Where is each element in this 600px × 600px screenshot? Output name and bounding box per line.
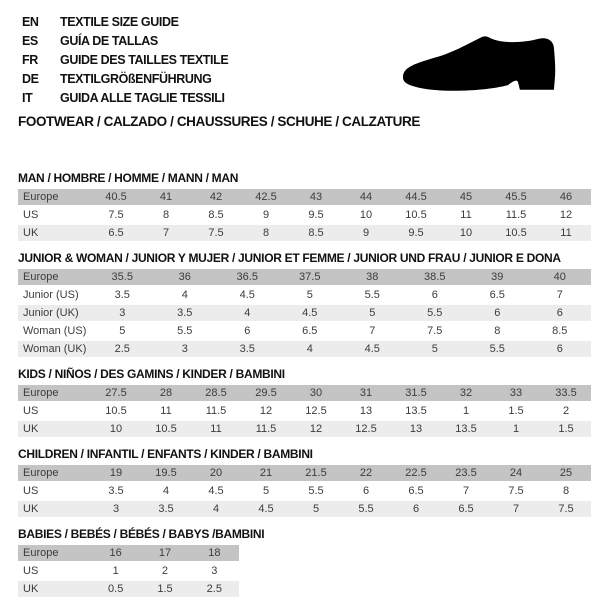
size-row-uk: [18, 224, 591, 242]
size-cell: 36: [154, 269, 217, 286]
size-cell: 5: [241, 482, 291, 500]
size-cell: 6: [529, 304, 592, 322]
size-cell: 6: [391, 500, 441, 518]
size-cell: 5.5: [154, 322, 217, 340]
size-cell: 4.5: [341, 340, 404, 358]
size-cell: 4: [154, 286, 217, 304]
size-row-woman-us: [18, 322, 591, 340]
size-row-europe: [18, 465, 591, 482]
size-cell: 45.5: [491, 189, 541, 206]
size-cell: 38.5: [404, 269, 467, 286]
category-heading: FOOTWEAR / CALZADO / CHAUSSURES / SCHUHE / CALZATURE: [18, 114, 420, 129]
size-cell: 5: [341, 304, 404, 322]
size-cell: 40: [529, 269, 592, 286]
size-cell: 42: [191, 189, 241, 206]
size-cell: 4: [191, 500, 241, 518]
size-cell: 10: [441, 224, 491, 242]
size-cell: 10.5: [141, 420, 191, 438]
size-cell: 4.5: [279, 304, 342, 322]
size-cell: 31: [341, 385, 391, 402]
size-cell: 7: [141, 224, 191, 242]
size-cell: 7: [441, 482, 491, 500]
size-table-man: [18, 189, 591, 243]
size-cell: 8.5: [191, 206, 241, 224]
language-title: TEXTILGRÖßENFÜHRUNG: [60, 72, 212, 86]
size-cell: 16: [91, 545, 140, 562]
size-row-junior-uk: [18, 304, 591, 322]
size-cell: 7.5: [404, 322, 467, 340]
size-cell: 46: [541, 189, 591, 206]
size-row-europe: [18, 545, 239, 562]
row-label: Junior (US): [18, 286, 91, 304]
size-cell: 7: [491, 500, 541, 518]
size-table-children: [18, 465, 591, 519]
size-cell: 3: [91, 304, 154, 322]
size-row-us: [18, 562, 239, 580]
size-cell: 6: [216, 322, 279, 340]
row-label: UK: [18, 224, 91, 242]
size-cell: 10.5: [491, 224, 541, 242]
size-cell: 12: [541, 206, 591, 224]
size-cell: 5.5: [291, 482, 341, 500]
row-label: UK: [18, 420, 91, 438]
row-label: Europe: [18, 189, 91, 206]
size-cell: 6: [341, 482, 391, 500]
row-label: Woman (UK): [18, 340, 91, 358]
language-title: TEXTILE SIZE GUIDE: [60, 15, 179, 29]
size-cell: 5.5: [341, 286, 404, 304]
section-junior-woman: [18, 252, 591, 359]
size-cell: 3: [190, 562, 239, 580]
size-cell: 7: [341, 322, 404, 340]
size-cell: 11: [441, 206, 491, 224]
size-cell: 4: [279, 340, 342, 358]
table-title-babies: BABIES / BEBÉS / BÉBÉS / BABYS /BAMBINI: [18, 527, 265, 541]
size-cell: 11.5: [491, 206, 541, 224]
size-cell: 6.5: [391, 482, 441, 500]
shoe-icon: [392, 18, 576, 110]
size-cell: 6.5: [279, 322, 342, 340]
size-cell: 25: [541, 465, 591, 482]
size-row-uk: [18, 420, 591, 438]
size-cell: 7.5: [191, 224, 241, 242]
size-cell: 29.5: [241, 385, 291, 402]
row-label: US: [18, 482, 91, 500]
size-cell: 30: [291, 385, 341, 402]
size-cell: 31.5: [391, 385, 441, 402]
size-cell: 10.5: [91, 402, 141, 420]
size-cell: 38: [341, 269, 404, 286]
size-cell: 2: [140, 562, 189, 580]
size-cell: 3: [91, 500, 141, 518]
size-cell: 24: [491, 465, 541, 482]
size-cell: 7.5: [491, 482, 541, 500]
language-code: ES: [22, 34, 38, 48]
size-cell: 40.5: [91, 189, 141, 206]
size-cell: 22: [341, 465, 391, 482]
size-cell: 12: [291, 420, 341, 438]
size-cell: 36.5: [216, 269, 279, 286]
size-cell: 19.5: [141, 465, 191, 482]
size-cell: 0.5: [91, 580, 140, 598]
row-label: Europe: [18, 385, 91, 402]
size-table-kids: [18, 385, 591, 439]
size-cell: 3.5: [91, 482, 141, 500]
size-cell: 8: [541, 482, 591, 500]
language-title: GUÍA DE TALLAS: [60, 34, 158, 48]
size-cell: 5: [91, 322, 154, 340]
size-cell: 6.5: [91, 224, 141, 242]
size-cell: 39: [466, 269, 529, 286]
size-cell: 12.5: [291, 402, 341, 420]
size-cell: 13: [341, 402, 391, 420]
size-cell: 22.5: [391, 465, 441, 482]
size-cell: 9.5: [291, 206, 341, 224]
size-cell: 4: [216, 304, 279, 322]
size-cell: 23.5: [441, 465, 491, 482]
size-cell: 12.5: [341, 420, 391, 438]
size-cell: 11: [191, 420, 241, 438]
size-cell: 45: [441, 189, 491, 206]
size-cell: 6: [404, 286, 467, 304]
row-label: Woman (US): [18, 322, 91, 340]
size-cell: 35.5: [91, 269, 154, 286]
size-cell: 28: [141, 385, 191, 402]
row-label: US: [18, 562, 91, 580]
language-title: GUIDE DES TAILLES TEXTILE: [60, 53, 229, 67]
size-cell: 4: [141, 482, 191, 500]
size-cell: 8.5: [529, 322, 592, 340]
size-cell: 3.5: [91, 286, 154, 304]
size-cell: 8: [241, 224, 291, 242]
size-cell: 10.5: [391, 206, 441, 224]
row-label: UK: [18, 580, 91, 598]
size-cell: 10: [341, 206, 391, 224]
size-row-us: [18, 206, 591, 224]
size-cell: 1.5: [541, 420, 591, 438]
size-cell: 28.5: [191, 385, 241, 402]
size-cell: 4.5: [216, 286, 279, 304]
size-cell: 5: [291, 500, 341, 518]
size-row-europe: [18, 385, 591, 402]
size-cell: 6: [466, 304, 529, 322]
size-cell: 7.5: [541, 500, 591, 518]
size-row-woman-uk: [18, 340, 591, 358]
language-code: FR: [22, 53, 38, 67]
size-cell: 3.5: [141, 500, 191, 518]
size-cell: 9.5: [391, 224, 441, 242]
size-cell: 13: [391, 420, 441, 438]
size-cell: 11: [141, 402, 191, 420]
size-table-junior-woman: [18, 269, 591, 359]
size-cell: 1.5: [491, 402, 541, 420]
row-label: US: [18, 402, 91, 420]
row-label: Junior (UK): [18, 304, 91, 322]
size-cell: 8: [466, 322, 529, 340]
row-label: Europe: [18, 545, 91, 562]
size-row-uk: [18, 500, 591, 518]
size-row-us: [18, 482, 591, 500]
size-cell: 33: [491, 385, 541, 402]
size-row-junior-us: [18, 286, 591, 304]
language-code: IT: [22, 91, 33, 105]
section-man: [18, 172, 591, 243]
size-cell: 19: [91, 465, 141, 482]
size-cell: 13.5: [391, 402, 441, 420]
size-cell: 4.5: [191, 482, 241, 500]
row-label: Europe: [18, 465, 91, 482]
size-cell: 27.5: [91, 385, 141, 402]
size-cell: 6.5: [466, 286, 529, 304]
size-cell: 43: [291, 189, 341, 206]
size-cell: 13.5: [441, 420, 491, 438]
table-title-man: MAN / HOMBRE / HOMME / MANN / MAN: [18, 171, 239, 185]
size-cell: 32: [441, 385, 491, 402]
size-cell: 42.5: [241, 189, 291, 206]
size-cell: 21.5: [291, 465, 341, 482]
size-cell: 44: [341, 189, 391, 206]
size-cell: 11.5: [191, 402, 241, 420]
table-title-junior-woman: JUNIOR & WOMAN / JUNIOR Y MUJER / JUNIOR ET FEMME / JUNIOR UND FRAU / JUNIOR E DONA: [18, 251, 561, 265]
size-cell: 8.5: [291, 224, 341, 242]
table-title-kids: KIDS / NIÑOS / DES GAMINS / KINDER / BAMBINI: [18, 367, 285, 381]
section-babies: [18, 528, 591, 599]
size-row-europe: [18, 269, 591, 286]
size-cell: 17: [140, 545, 189, 562]
language-title: GUIDA ALLE TAGLIE TESSILI: [60, 91, 225, 105]
size-cell: 6.5: [441, 500, 491, 518]
size-cell: 7.5: [91, 206, 141, 224]
language-code: DE: [22, 72, 39, 86]
size-cell: 4.5: [241, 500, 291, 518]
language-code: EN: [22, 15, 39, 29]
size-cell: 7: [529, 286, 592, 304]
size-cell: 5.5: [341, 500, 391, 518]
size-cell: 3.5: [216, 340, 279, 358]
size-cell: 1.5: [140, 580, 189, 598]
size-cell: 5.5: [466, 340, 529, 358]
size-cell: 10: [91, 420, 141, 438]
size-cell: 8: [141, 206, 191, 224]
size-row-uk: [18, 580, 239, 598]
row-label: Europe: [18, 269, 91, 286]
table-title-children: CHILDREN / INFANTIL / ENFANTS / KINDER / BAMBINI: [18, 447, 313, 461]
size-cell: 9: [241, 206, 291, 224]
size-cell: 1: [441, 402, 491, 420]
size-cell: 2: [541, 402, 591, 420]
size-cell: 2.5: [190, 580, 239, 598]
size-row-europe: [18, 189, 591, 206]
section-children: [18, 448, 591, 519]
size-cell: 1: [491, 420, 541, 438]
size-cell: 5.5: [404, 304, 467, 322]
size-cell: 9: [341, 224, 391, 242]
section-kids: [18, 368, 591, 439]
size-cell: 5: [404, 340, 467, 358]
size-table-babies: [18, 545, 239, 599]
size-cell: 20: [191, 465, 241, 482]
size-cell: 11.5: [241, 420, 291, 438]
size-cell: 1: [91, 562, 140, 580]
size-row-us: [18, 402, 591, 420]
size-cell: 44.5: [391, 189, 441, 206]
size-cell: 3: [154, 340, 217, 358]
row-label: US: [18, 206, 91, 224]
size-cell: 37.5: [279, 269, 342, 286]
size-cell: 21: [241, 465, 291, 482]
size-cell: 6: [529, 340, 592, 358]
size-cell: 18: [190, 545, 239, 562]
size-cell: 11: [541, 224, 591, 242]
size-cell: 33.5: [541, 385, 591, 402]
size-cell: 12: [241, 402, 291, 420]
size-cell: 3.5: [154, 304, 217, 322]
size-cell: 2.5: [91, 340, 154, 358]
size-cell: 41: [141, 189, 191, 206]
size-cell: 5: [279, 286, 342, 304]
row-label: UK: [18, 500, 91, 518]
